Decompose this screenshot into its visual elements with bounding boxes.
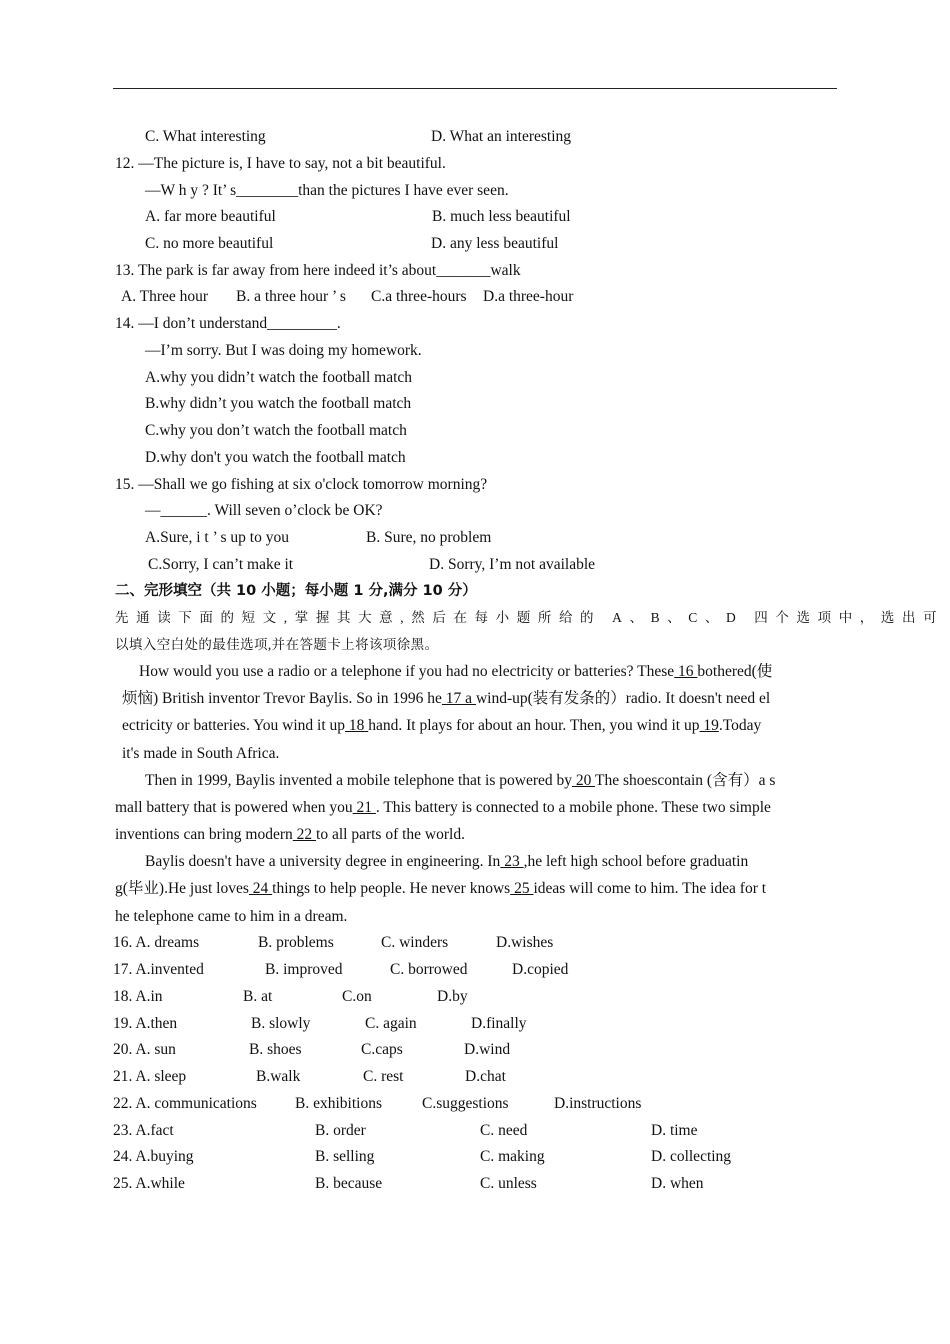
q12-blank: ________ xyxy=(236,182,299,199)
passage-text: mall battery that is powered when you xyxy=(115,799,353,816)
q12-option-c: C. no more beautiful xyxy=(145,235,274,252)
blank-24: 24 xyxy=(248,880,273,897)
blank-23: 23 xyxy=(500,853,524,870)
passage-text: . This battery is connected to a mobile phone. These two simple xyxy=(375,799,771,816)
option-16-b: B. problems xyxy=(258,934,334,951)
section-instructions-line2: 以填入空白处的最佳选项,并在答题卡上将该项徐黑。 xyxy=(115,637,439,652)
q12-option-d: D. any less beautiful xyxy=(431,235,559,252)
option-24-a: 24. A.buying xyxy=(113,1148,194,1165)
passage-p2-line2 xyxy=(115,798,771,818)
passage-text: hand. It plays for about an hour. Then, you wind it up xyxy=(368,717,700,734)
passage-text: Baylis doesn't have a university degree in engineering. In xyxy=(145,853,501,870)
passage-text: inventions can bring modern xyxy=(115,826,293,843)
q11-option-d: D. What an interesting xyxy=(431,128,572,145)
option-25-a: 25. A.while xyxy=(113,1175,185,1192)
q15-reply-start: — xyxy=(145,502,161,519)
q13-option-d: D.a three-hour xyxy=(483,288,574,305)
passage-text: .Today xyxy=(718,717,762,734)
q13-stem-end: walk xyxy=(490,262,521,279)
q11-option-c: C. What interesting xyxy=(145,128,266,145)
option-16-c: C. winders xyxy=(381,934,449,951)
q15-option-a: A.Sure, i t ’ s up to you xyxy=(145,529,289,546)
q14-option-b: B.why didn’t you watch the football match xyxy=(145,395,412,412)
option-17-a: 17. A.invented xyxy=(113,961,204,978)
option-20-c: C.caps xyxy=(361,1041,403,1058)
option-21-a: 21. A. sleep xyxy=(113,1068,187,1085)
passage-p3-line1 xyxy=(145,852,748,872)
q14-reply: —I’m sorry. But I was doing my homework. xyxy=(145,342,422,359)
q13-stem-start: 13. The park is far away from here indeed it’s about xyxy=(115,262,437,279)
blank-18: 18 xyxy=(345,717,369,734)
q13-option-c: C.a three-hours xyxy=(371,288,467,305)
passage-text: ideas will come to him. The idea for t xyxy=(533,880,767,897)
section-heading: 二、完形填空（共 10 小题；每小题 1 分,满分 10 分） xyxy=(115,583,477,599)
q14-blank: _________ xyxy=(267,315,337,332)
q13-blank: _______ xyxy=(436,262,491,279)
q13-stem xyxy=(115,261,521,281)
passage-text: The shoescontain (含有）a s xyxy=(595,772,776,789)
blank-25: 25 xyxy=(510,880,534,897)
passage-p1-line2 xyxy=(122,689,770,709)
option-24-d: D. collecting xyxy=(651,1148,732,1165)
q14-option-a: A.why you didn’t watch the football match xyxy=(145,369,413,386)
passage-text: bothered(使 xyxy=(697,663,773,680)
option-16-a: 16. A. dreams xyxy=(113,934,200,951)
passage-p1-line4: it's made in South Africa. xyxy=(122,745,280,762)
passage-text: 烦恼) British inventor Trevor Baylis. So in 1996 he xyxy=(122,690,442,707)
option-17-d: D.copied xyxy=(512,961,569,978)
option-22-a: 22. A. communications xyxy=(113,1095,257,1112)
q14-option-d: D.why don't you watch the football match xyxy=(145,449,406,466)
option-24-b: B. selling xyxy=(315,1148,375,1165)
q12-stem: 12. —The picture is, I have to say, not a bit beautiful. xyxy=(115,155,446,172)
option-17-c: C. borrowed xyxy=(390,961,468,978)
q12-reply-start: —W h y ? It’ s xyxy=(145,182,237,199)
option-20-a: 20. A. sun xyxy=(113,1041,176,1058)
passage-text: wind-up(装有发条的）radio. It doesn't need el xyxy=(475,690,771,707)
passage-text: ,he left high school before graduatin xyxy=(523,853,749,870)
passage-text: to all parts of the world. xyxy=(316,826,465,843)
option-23-c: C. need xyxy=(480,1122,528,1139)
passage-p2-line3 xyxy=(115,825,465,845)
option-19-c: C. again xyxy=(365,1015,417,1032)
option-22-b: B. exhibitions xyxy=(295,1095,382,1112)
option-23-d: D. time xyxy=(651,1122,698,1139)
q15-option-b: B. Sure, no problem xyxy=(366,529,492,546)
option-21-d: D.chat xyxy=(465,1068,506,1085)
blank-16: 16 xyxy=(674,663,698,680)
option-19-d: D.finally xyxy=(471,1015,527,1032)
option-25-c: C. unless xyxy=(480,1175,537,1192)
q15-option-d: D. Sorry, I’m not available xyxy=(429,556,596,573)
passage-text: things to help people. He never knows xyxy=(272,880,511,897)
blank-22: 22 xyxy=(292,826,317,843)
option-21-b: B.walk xyxy=(256,1068,301,1085)
passage-p1-line1 xyxy=(139,662,772,682)
q14-stem xyxy=(115,314,341,334)
passage-text: Then in 1999, Baylis invented a mobile telephone that is powered by xyxy=(145,772,573,789)
q12-reply xyxy=(145,181,509,201)
header-rule xyxy=(113,88,837,89)
option-23-a: 23. A.fact xyxy=(113,1122,174,1139)
q15-reply-end: . Will seven o’clock be OK? xyxy=(207,502,383,519)
section-instructions-line1: 先通读下面的短文,掌握其大意,然后在每小题所给的 A、B、C、D 四个选项中，选出可 xyxy=(115,610,945,625)
option-25-b: B. because xyxy=(315,1175,383,1192)
q13-option-b: B. a three hour ’ s xyxy=(236,288,346,305)
q15-option-c: C.Sorry, I can’t make it xyxy=(148,556,294,573)
option-24-c: C. making xyxy=(480,1148,545,1165)
option-18-a: 18. A.in xyxy=(113,988,163,1005)
q12-option-b: B. much less beautiful xyxy=(432,208,571,225)
q15-reply xyxy=(145,501,383,521)
option-25-d: D. when xyxy=(651,1175,704,1192)
blank-17: 17 a xyxy=(441,690,476,707)
passage-text: ectricity or batteries. You wind it up xyxy=(122,717,345,734)
option-17-b: B. improved xyxy=(265,961,343,978)
option-19-a: 19. A.then xyxy=(113,1015,178,1032)
q14-option-c: C.why you don’t watch the football match xyxy=(145,422,407,439)
option-19-b: B. slowly xyxy=(251,1015,311,1032)
q12-reply-end: than the pictures I have ever seen. xyxy=(298,182,509,199)
option-16-d: D.wishes xyxy=(496,934,554,951)
q15-blank: ______ xyxy=(160,502,207,519)
blank-19: 19 xyxy=(699,717,719,734)
q14-stem-start: 14. —I don’t understand xyxy=(115,315,268,332)
blank-20: 20 xyxy=(572,772,595,789)
option-23-b: B. order xyxy=(315,1122,366,1139)
blank-21: 21 xyxy=(352,799,376,816)
option-18-b: B. at xyxy=(243,988,273,1005)
passage-p3-line3: he telephone came to him in a dream. xyxy=(115,908,348,925)
passage-text: How would you use a radio or a telephone if you had no electricity or batteries? These xyxy=(139,663,675,680)
option-20-b: B. shoes xyxy=(249,1041,302,1058)
passage-p2-line1 xyxy=(145,771,775,791)
q12-option-a: A. far more beautiful xyxy=(145,208,276,225)
option-21-c: C. rest xyxy=(363,1068,404,1085)
passage-text: g(毕业).He just loves xyxy=(115,880,249,897)
option-20-d: D.wind xyxy=(464,1041,511,1058)
q15-stem: 15. —Shall we go fishing at six o'clock tomorrow morning? xyxy=(115,476,488,493)
q13-option-a: A. Three hour xyxy=(121,288,209,305)
passage-p1-line3 xyxy=(122,716,761,736)
option-22-c: C.suggestions xyxy=(422,1095,509,1112)
option-18-c: C.on xyxy=(342,988,372,1005)
option-18-d: D.by xyxy=(437,988,468,1005)
option-22-d: D.instructions xyxy=(554,1095,642,1112)
q14-stem-end: . xyxy=(336,315,341,332)
passage-p3-line2 xyxy=(115,879,766,899)
